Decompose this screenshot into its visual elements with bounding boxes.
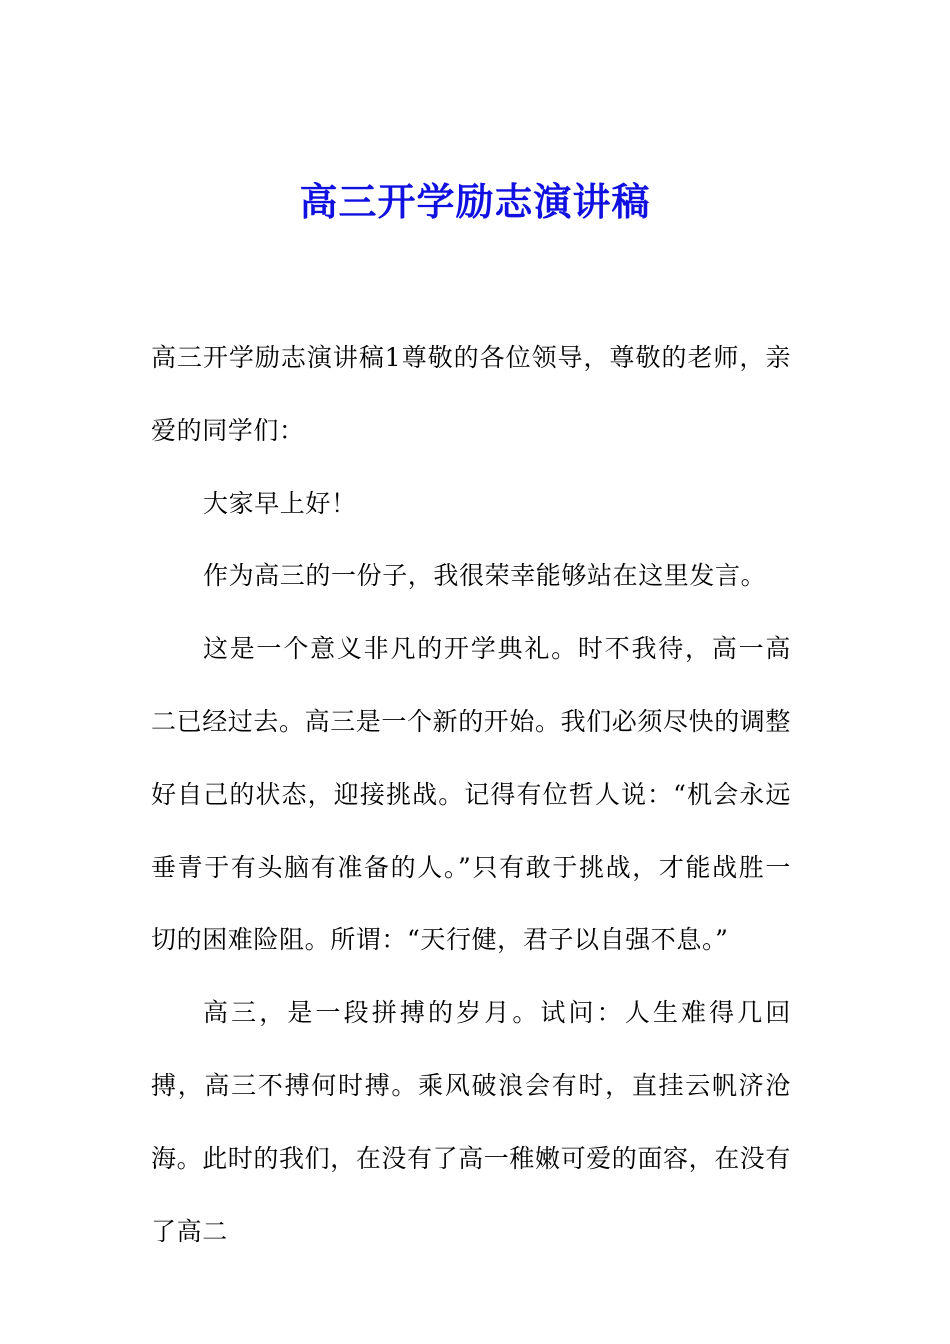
paragraph-opening-ceremony: 这是一个意义非凡的开学典礼。时不我待，高一高二已经过去。高三是一个新的开始。我们必须尽快的调整好自己的状态，迎接挑战。记得有位哲人说：“机会永远垂青于有头脑有准备的人。”只有敢于挑战，才能战胜一切的困难险阻。所谓：“天行健，君子以自强不息。” <box>151 634 792 955</box>
paragraph-introduction: 作为高三的一份子，我很荣幸能够站在这里发言。 <box>203 561 767 591</box>
document-body <box>151 322 791 1268</box>
paragraph-greeting: 大家早上好！ <box>203 488 357 518</box>
paragraph-salutation: 高三开学励志演讲稿1尊敬的各位领导，尊敬的老师，亲爱的同学们： <box>151 343 791 445</box>
paragraph-struggle: 高三，是一段拼搏的岁月。试问：人生难得几回搏，高三不搏何时搏。乘风破浪会有时，直挂云帆济沧海。此时的我们，在没有了高一稚嫩可爱的面容，在没有了高二 <box>151 998 792 1246</box>
document-title: 高三开学励志演讲稿 <box>299 179 651 224</box>
